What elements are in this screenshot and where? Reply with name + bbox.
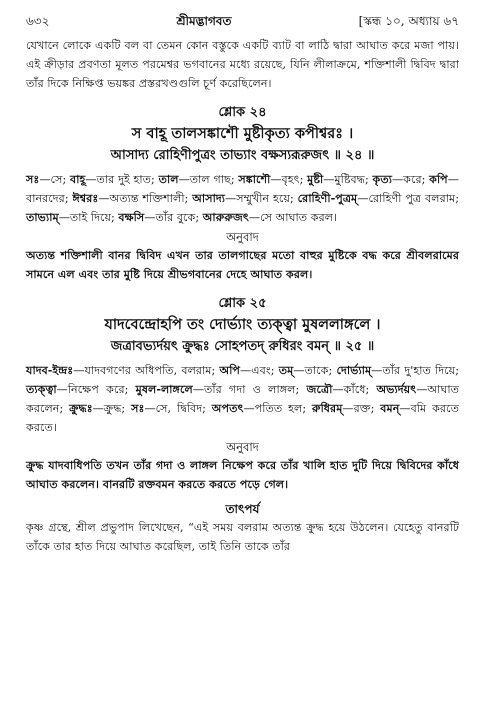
sanskrit-term: আসাদ্য xyxy=(192,191,225,205)
sanskrit-term: আরুরুজৎ xyxy=(202,210,249,224)
term-meaning: —সে, দ্বিবিদ; xyxy=(144,402,212,415)
term-meaning: —তাঁর বুকে; xyxy=(144,211,203,224)
word-meanings xyxy=(26,361,459,437)
term-meaning: —রোহিণী পুত্র বলরাম; xyxy=(357,192,459,205)
verse-title: শ্লোক ২৪ xyxy=(218,105,267,120)
term-meaning: —অত্যন্ত শক্তিশালী; xyxy=(98,192,193,205)
page-number: ৬৩২ xyxy=(26,14,50,28)
verse-line-2: জত্রাবভ্যর্দয়ৎ ক্রুদ্ধঃ সোহপতদ্ রুধিরং বমন্ ॥ ২৫ ॥ xyxy=(110,339,375,354)
sanskrit-term: ত্যক্ত্বা xyxy=(26,382,57,396)
term-meaning: —বমি করতে করতে। xyxy=(26,402,459,434)
sanskrit-term: সঙ্কাশৌ xyxy=(238,172,271,186)
sanskrit-term: সঃ xyxy=(26,172,40,186)
term-meaning: —তাকে; xyxy=(293,364,337,377)
sanskrit-term: কৃত্য xyxy=(372,172,392,186)
sanskrit-term: তাল xyxy=(158,172,179,186)
translation-heading: অনুবাদ xyxy=(226,440,259,454)
term-meaning: —করে; xyxy=(391,173,430,186)
verse-title: শ্লোক ২৫ xyxy=(218,296,267,311)
sanskrit-term: তাভ্যাম্ xyxy=(26,210,59,224)
sanskrit-term: তম্ xyxy=(278,363,294,377)
sanskrit-term: যাদব-ইন্দ্রঃ xyxy=(26,363,74,377)
translation: অত্যন্ত শক্তিশালী বানর দ্বিবিদ এখন তার তালগাছের মতো বাহুর মুষ্টিকে বদ্ধ করে শ্রীবলরামের সামনে এল এবং তার মুষ্টি দিয়ে শ্রীভগবানের দেহে আঘাত করল। xyxy=(26,248,459,281)
sanskrit-term: ক্রুদ্ধঃ xyxy=(69,401,93,415)
term-meaning: —সে আঘাত করল। xyxy=(248,211,338,224)
sanskrit-term: জত্রৌ xyxy=(306,382,333,396)
page-header xyxy=(26,12,459,36)
purport-paragraph: কৃষ্ণ গ্রন্থে, শ্রীল প্রভুপাদ লিখেছেন, “এই সময় বলরাম অত্যন্ত ক্রুদ্ধ হয়ে উঠলেন। যেহেতু বানরটি তাঁকে তার হাত দিয়ে আঘাত করেছিল, তাই তিনি তাকে তাঁর xyxy=(26,521,459,553)
sanskrit-term: অভ্যর্দয়ৎ xyxy=(376,382,417,396)
sanskrit-term: কপি xyxy=(429,172,448,186)
intro-paragraph: যেখানে লোকে একটি বল বা তেমন কোন বস্তুকে একটি ব্যাট বা লাঠি দ্বারা আঘাত করে মজা পায়। এই ক্রীড়ার প্রবণতা মূলত পরমেশ্বর ভগবানের মধ্যে রয়েছে, যিনি লীলাক্রমে, শক্তিশালী দ্বিবিদ দ্বারা তাঁর দিকে নিক্ষিপ্ত ভয়ঙ্কর প্রস্তরখণ্ডগুলি চূর্ণ করেছিলেন। xyxy=(26,39,459,90)
translation: ক্রুদ্ধ যাদবাধিপতি তখন তাঁর গদা ও লাঙ্গল নিক্ষেপ করে তাঁর খালি হাত দুটি দিয়ে দ্বিবিদের কাঁধে আঘাত করলেন। বানরটি রক্তবমন করতে করতে পড়ে গেল। xyxy=(26,458,459,491)
sanskrit-term: অপি xyxy=(219,363,240,377)
term-meaning: —নিক্ষেপ করে; xyxy=(56,383,136,396)
term-meaning: —তাঁর গদা ও লাঙ্গল; xyxy=(192,383,307,396)
translation-heading: অনুবাদ xyxy=(226,230,259,244)
sanskrit-term: রোহিণী-পুত্রম্ xyxy=(297,191,358,205)
verse-25 xyxy=(26,294,459,494)
sanskrit-term: বমন্ xyxy=(380,401,400,415)
word-meanings xyxy=(26,170,459,227)
term-meaning: —বৃহৎ; xyxy=(270,173,308,186)
term-meaning: —যাদবগণের অধিপতি, বলরাম; xyxy=(73,364,220,377)
purport-heading: তাৎপর্য xyxy=(225,502,260,516)
term-meaning: —এবং; xyxy=(239,364,279,377)
sanskrit-term: মুষল-লাঙ্গলে xyxy=(135,382,193,396)
term-meaning: —রক্ত; xyxy=(342,402,381,415)
sanskrit-term: ঈশ্বরঃ xyxy=(72,191,99,205)
term-meaning: —ক্রুদ্ধ; xyxy=(92,402,132,415)
verse-line-2: আসাদ্য রোহিণীপুত্রং তাভ্যাং বক্ষস্যরূরুজৎ ॥ ২৪ ॥ xyxy=(110,148,375,163)
term-meaning: —তাঁর দু'হাত দিয়ে; xyxy=(371,364,459,377)
term-meaning: —আঘাত করলেন; xyxy=(26,383,459,415)
term-meaning: —সে; xyxy=(39,173,70,186)
book-title: শ্রীমদ্ভাগবত xyxy=(176,14,232,28)
sanskrit-term: বক্ষসি xyxy=(118,210,145,224)
chapter-reference: [স্কন্ধ ১০, অধ্যায় ৬৭ xyxy=(358,14,459,28)
sanskrit-term: রুধিরম্ xyxy=(311,401,343,415)
term-meaning: —বানরদের; xyxy=(26,173,459,205)
term-meaning: —পতিত হল; xyxy=(243,402,312,415)
term-meaning: —তার দুই হাত; xyxy=(85,173,159,186)
sanskrit-term: অপতৎ xyxy=(211,401,244,415)
term-meaning: —মুষ্টিবদ্ধ; xyxy=(323,173,373,186)
sanskrit-term: দোর্ভ্যাম্ xyxy=(336,363,372,377)
term-meaning: —তাল গাছ; xyxy=(178,173,239,186)
sanskrit-term: বাহূ xyxy=(70,172,86,186)
verse-line-1: স বাহূ তালসঙ্কাশৌ মুষ্টীকৃত্য কপীশ্বরঃ । xyxy=(131,125,354,142)
verse-24 xyxy=(26,103,459,284)
verse-line-1: যাদবেন্দ্রোহপি তং দোর্ভ্যাং ত্যক্ত্বা মুষললাঙ্গলে । xyxy=(104,316,381,333)
term-meaning: —তাই দিয়ে; xyxy=(58,211,119,224)
term-meaning: —সম্মুখীন হয়ে; xyxy=(225,192,298,205)
sanskrit-term: মুষ্টী xyxy=(307,172,324,186)
term-meaning: —কাঁধে; xyxy=(332,383,377,396)
sanskrit-term: সঃ xyxy=(131,401,145,415)
